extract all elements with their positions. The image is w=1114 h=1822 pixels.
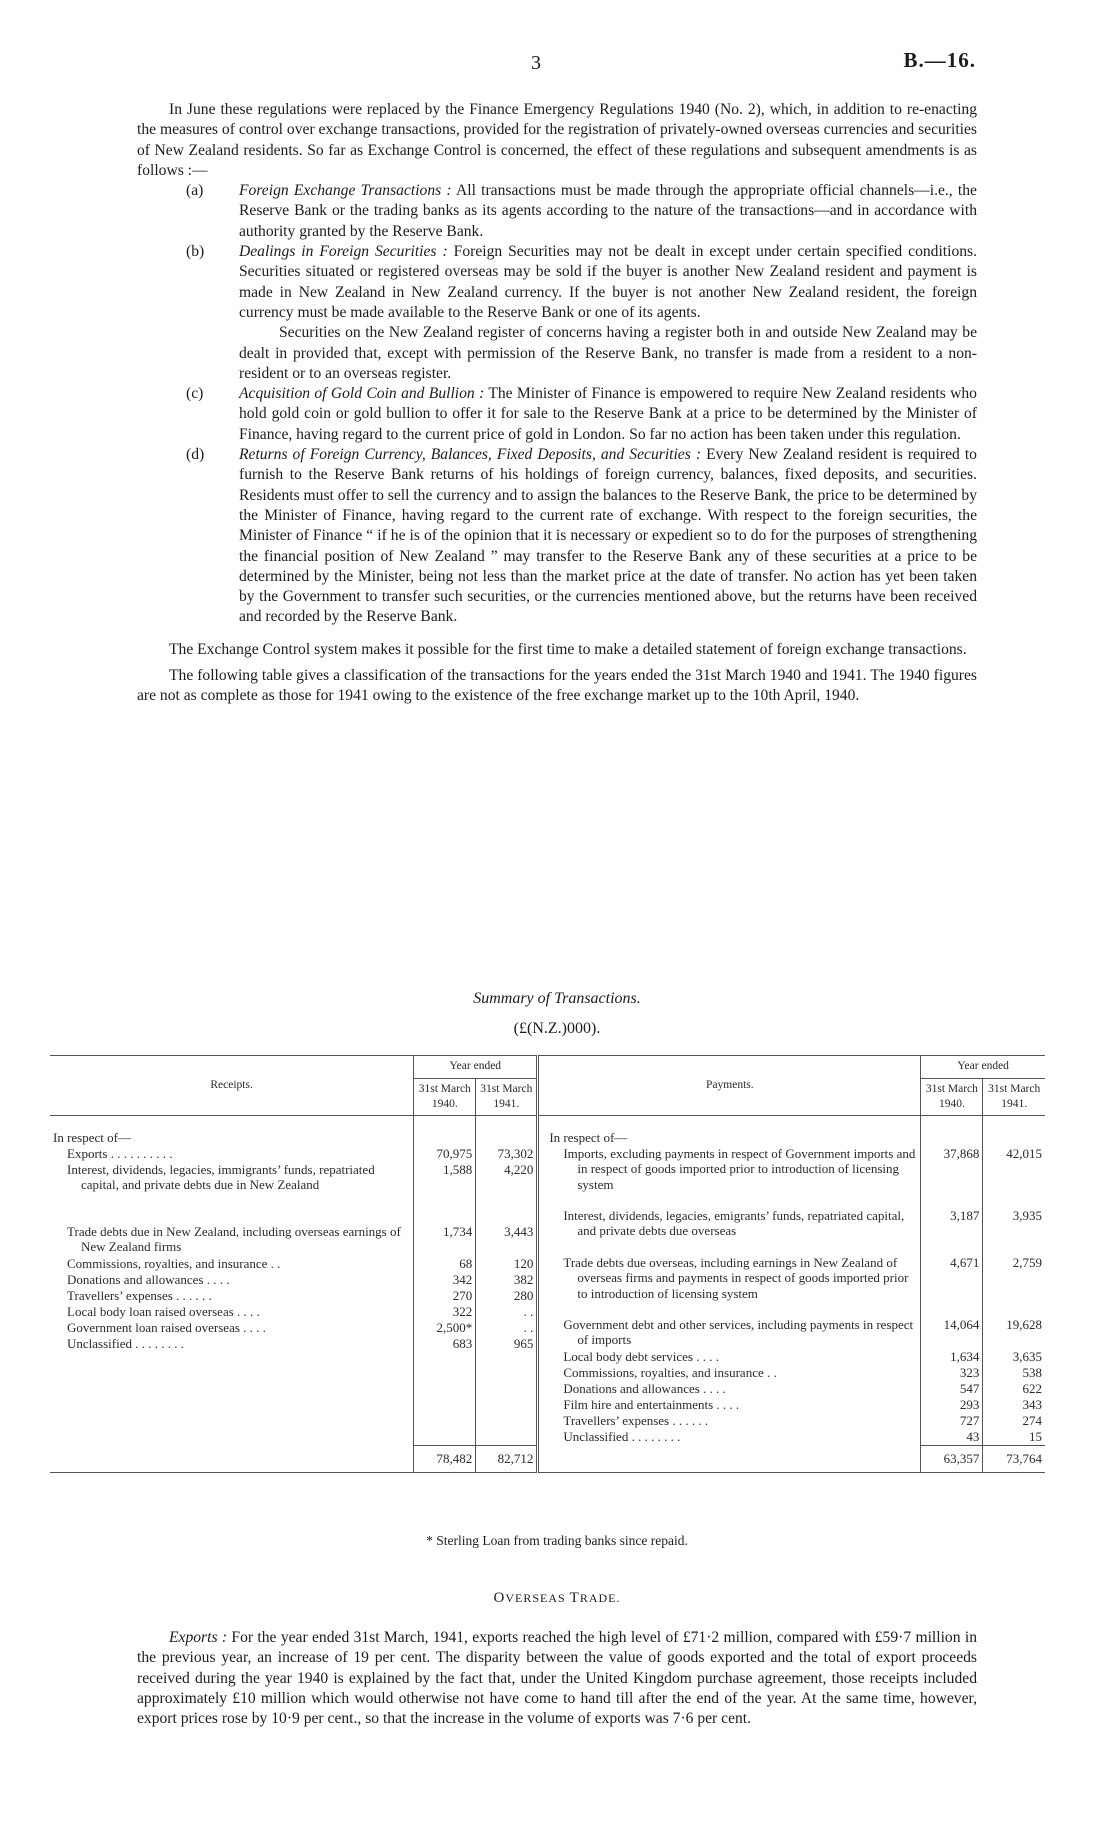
- exports-section: [137, 1628, 977, 1729]
- payment-value-1940: 43: [966, 1429, 980, 1444]
- section-title-rest-2: RADE.: [579, 1591, 621, 1605]
- page-number: 3: [531, 52, 541, 74]
- receipt-value-1941: 3,443: [504, 1224, 534, 1239]
- payments-header: Payments.: [538, 1056, 921, 1116]
- payment-value-1941: 274: [1022, 1413, 1042, 1428]
- payment-value-1941: 538: [1022, 1365, 1042, 1380]
- payments-block: [538, 1116, 921, 1446]
- intro-section: [137, 100, 977, 707]
- payment-value-1940: 3,187: [950, 1208, 980, 1223]
- receipt-value-1941: 382: [513, 1272, 534, 1287]
- payment-value-1941: 622: [1022, 1381, 1042, 1396]
- item-text: The Minister of Finance is empowered to require New Zealand residents who hold gold coin or gold bullion to offer it for sale to the Reserve Bank at a price to be determined by the Minister of Finance, having regard to the current price of gold in London. So far no action has been taken under this regulation.: [239, 385, 977, 443]
- exports-lead: Exports :: [169, 1629, 228, 1646]
- item-marker: (b): [186, 243, 205, 261]
- payment-label: Donations and allowances . . . .: [563, 1380, 726, 1396]
- section-title-initial: O: [493, 1590, 506, 1606]
- regulation-list: [137, 181, 977, 628]
- document-reference: B.—16.: [903, 48, 976, 72]
- table-unit: (£(N.Z.)000).: [513, 1020, 601, 1037]
- section-title-rest: VERSEAS: [505, 1591, 570, 1605]
- payment-label: Imports, excluding payments in respect of Government imports and in respect of goods imported prior to introduction of licensing system: [563, 1145, 916, 1192]
- item-text: All transactions must be made through the appropriate official channels—i.e., the Reserve Bank or the trading banks as its agents according to the nature of the transactions—and in accordance with authority granted by the Reserve Bank.: [239, 182, 977, 240]
- receipt-label: Trade debts due in New Zealand, including overseas earnings of New Zealand firms: [67, 1223, 401, 1254]
- exchange-control-paragraph: The Exchange Control system makes it possible for the first time to make a detailed statement of foreign exchange transactions.: [169, 640, 967, 658]
- payment-label: Local body debt services . . . .: [563, 1348, 719, 1364]
- table-intro-paragraph: The following table gives a classification of the transactions for the years ended the 31st March 1940 and 1941. The 1940 figures are not as complete as those for 1941 owing to the existence of the free exchange market up to the 10th April, 1940.: [137, 667, 977, 705]
- payments-1941-values: [983, 1116, 1045, 1446]
- receipt-value-1940: 270: [452, 1288, 473, 1303]
- receipt-value-1941: 280: [513, 1288, 534, 1303]
- payment-label: Interest, dividends, legacies, emigrants’ funds, repatriated capital, and private debts due overseas: [563, 1207, 905, 1238]
- receipt-label: Unclassified . . . . . . . .: [67, 1335, 184, 1351]
- receipt-value-1940: 322: [452, 1304, 473, 1319]
- receipts-1941-values: [476, 1116, 538, 1446]
- exports-text: For the year ended 31st March, 1941, exports reached the high level of £71·2 million, compared with £59·7 million in the previous year, an increase of 19 per cent. The disparity between the value of goods exported and the total of export proceeds received during the year 1940 is explained by the fact that, under the United Kingdom purchase agreement, those receipts included approximately £10 million which would otherwise not have come to hand till after the end of the year. At the same time, however, export prices rose by 10·9 per cent., so that the increase in the volume of exports was 7·6 per cent.: [137, 1629, 977, 1728]
- section-title: [0, 1590, 1114, 1607]
- payment-value-1940: 1,634: [950, 1349, 980, 1364]
- payment-value-1941: 3,635: [1012, 1349, 1042, 1364]
- payments-total-1940: 63,357: [921, 1446, 983, 1473]
- item-marker: (c): [186, 385, 204, 403]
- payment-value-1940: 293: [959, 1397, 980, 1412]
- intro-paragraph: In June these regulations were replaced by the Finance Emergency Regulations 1940 (No. 2), which, in addition to re-enacting the measures of control over exchange transactions, provided for the registration of privately-owned overseas currencies and securities of New Zealand residents. So far as Exchange Control is concerned, the effect of these regulations and subsequent amendments is as follows :—: [137, 101, 977, 179]
- table-footnote: * Sterling Loan from trading banks since repaid.: [426, 1533, 688, 1548]
- receipts-block: [50, 1116, 414, 1446]
- payment-value-1941: 19,628: [1006, 1317, 1042, 1332]
- payments-total-1941: 73,764: [983, 1446, 1045, 1473]
- receipts-year-ended-header: Year ended: [414, 1056, 538, 1079]
- receipt-label: Donations and allowances . . . .: [67, 1271, 230, 1287]
- receipt-label: Interest, dividends, legacies, immigrants’ funds, repatriated capital, and private debts due in New Zealand: [67, 1161, 375, 1192]
- summary-table: [50, 1055, 1045, 1473]
- receipt-value-1940: 1,734: [443, 1224, 473, 1239]
- receipt-value-1941: . .: [523, 1304, 534, 1319]
- receipt-value-1940: 1,588: [443, 1162, 473, 1177]
- item-heading: Returns of Foreign Currency, Balances, Fixed Deposits, and Securities :: [239, 446, 702, 464]
- payment-value-1940: 727: [959, 1413, 980, 1428]
- receipt-value-1940: 342: [452, 1272, 473, 1287]
- table-caption: Summary of Transactions.: [473, 990, 641, 1007]
- item-marker: (a): [186, 182, 204, 200]
- receipts-total-1941: 82,712: [476, 1446, 538, 1473]
- payment-label: Trade debts due overseas, including earnings in New Zealand of overseas firms and payments in respect of goods imported prior to introduction of licensing system: [563, 1254, 909, 1301]
- receipts-col-1940: 31st March 1940.: [414, 1079, 476, 1116]
- receipts-intro: In respect of—: [53, 1130, 131, 1145]
- receipts-col-1941: 31st March 1941.: [476, 1079, 538, 1116]
- section-title-initial-2: T: [569, 1590, 580, 1606]
- payments-year-ended-header: Year ended: [921, 1056, 1045, 1079]
- payment-value-1940: 37,868: [943, 1146, 980, 1161]
- receipt-value-1940: 2,500*: [436, 1320, 473, 1335]
- receipt-value-1940: 70,975: [436, 1146, 473, 1161]
- receipt-label: Commissions, royalties, and insurance . .: [67, 1255, 281, 1271]
- payment-value-1941: 343: [1022, 1397, 1042, 1412]
- receipt-value-1940: 683: [452, 1336, 473, 1351]
- receipt-value-1941: 73,302: [497, 1146, 534, 1161]
- item-text: Foreign Securities may not be dealt in except under certain specified conditions. Securities situated or registered overseas may be sold if the buyer is another New Zealand resident and payment is made in New Zealand in New Zealand currency. If the buyer is not another New Zealand resident, the foreign currency must be made available to the Reserve Bank or one of its agents.: [239, 243, 978, 321]
- item-heading: Dealings in Foreign Securities :: [239, 243, 448, 261]
- payment-value-1941: 15: [1029, 1429, 1042, 1444]
- receipts-header: Receipts.: [50, 1056, 414, 1116]
- payment-label: Commissions, royalties, and insurance . .: [563, 1364, 777, 1380]
- payments-1940-values: [921, 1116, 983, 1446]
- receipt-label: Local body loan raised overseas . . . .: [67, 1303, 260, 1319]
- regulation-item-c: [137, 384, 977, 445]
- payment-value-1941: 42,015: [1006, 1146, 1042, 1161]
- receipt-value-1941: 120: [513, 1256, 534, 1271]
- payment-value-1940: 14,064: [943, 1317, 980, 1332]
- item-heading: Foreign Exchange Transactions :: [239, 182, 452, 200]
- payment-value-1941: 2,759: [1012, 1255, 1042, 1270]
- exports-paragraph: [137, 1628, 977, 1729]
- regulation-item-d: [137, 445, 977, 628]
- regulation-item-a: [137, 181, 977, 242]
- payment-value-1941: 3,935: [1012, 1208, 1042, 1223]
- item-marker: (d): [186, 446, 205, 464]
- receipt-value-1940: 68: [459, 1256, 473, 1271]
- payment-label: Film hire and entertainments . . . .: [563, 1396, 740, 1412]
- receipt-value-1941: 965: [513, 1336, 534, 1351]
- payment-label: Government debt and other services, including payments in respect of imports: [563, 1316, 914, 1347]
- receipts-1940-values: [414, 1116, 476, 1446]
- payment-label: Unclassified . . . . . . . .: [563, 1428, 681, 1444]
- payments-col-1940: 31st March 1940.: [921, 1079, 983, 1116]
- payments-col-1941: 31st March 1941.: [988, 1082, 1041, 1110]
- payments-intro: In respect of—: [549, 1130, 628, 1145]
- item-text: Every New Zealand resident is required to furnish to the Reserve Bank returns of his holdings of foreign currency, balances, fixed deposits, and securities. Residents must offer to sell the currency and to assign the balances to the Reserve Bank, the price to be determined by the Minister of Finance, having regard to the current rate of exchange. With respect to the foreign securities, the Minister of Finance “ if he is of the opinion that it is necessary or expedient so to do for the purposes of strengthening the financial position of New Zealand ” may transfer to the Reserve Bank any of these securities at a price to be determined by the Minister, being not less than the market price at the date of transfer. No action has yet been taken by the Government to transfer such securities, or the currencies mentioned above, but the returns have been received and recorded by the Reserve Bank.: [239, 446, 977, 626]
- receipt-label: Travellers’ expenses . . . . . .: [67, 1287, 212, 1303]
- item-heading: Acquisition of Gold Coin and Bullion :: [239, 385, 485, 403]
- payment-value-1940: 323: [959, 1365, 980, 1380]
- payment-label: Travellers’ expenses . . . . . .: [563, 1412, 709, 1428]
- receipt-label: Government loan raised overseas . . . .: [67, 1319, 266, 1335]
- receipt-value-1941: 4,220: [504, 1162, 534, 1177]
- receipt-label: Exports . . . . . . . . . .: [67, 1145, 173, 1161]
- payment-value-1940: 547: [959, 1381, 980, 1396]
- receipt-value-1941: . .: [523, 1320, 534, 1335]
- payment-value-1940: 4,671: [950, 1255, 980, 1270]
- regulation-item-b: [137, 242, 977, 384]
- item-text-continued: Securities on the New Zealand register of concerns having a register both in and outside New Zealand may be dealt in provided that, except with permission of the Reserve Bank, no transfer is made from a resident to a non-resident or to an overseas register.: [239, 324, 977, 382]
- receipts-total-1940: 78,482: [414, 1446, 476, 1473]
